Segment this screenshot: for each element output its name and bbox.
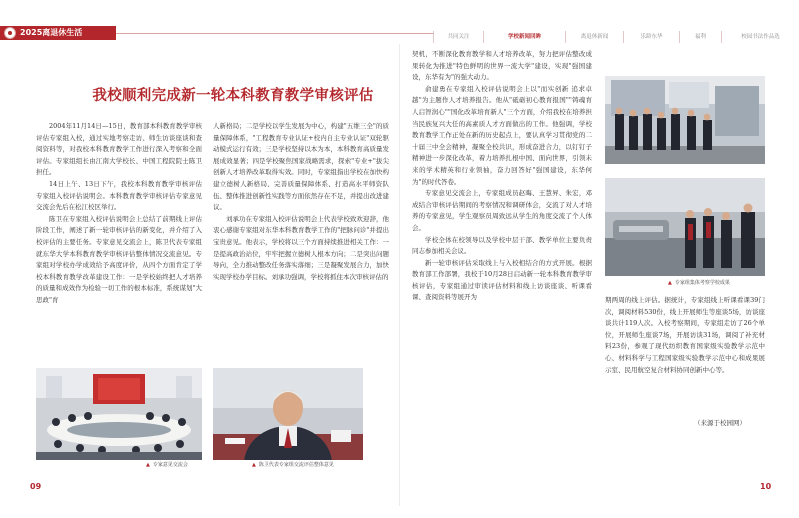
speaker-photo [213,368,363,460]
tab-common-focus[interactable]: 共同关注 [433,31,483,43]
article-source: （来源于校园网） [694,419,746,427]
paragraph: 14日上午、13日下午，我校本科教育教学审核评估专家组入校评估说明会。本科教育教学审核评估专家意见交流会先后在松江校区举行。 [36,179,202,212]
tab-welfare[interactable]: 福利 [679,31,721,43]
page-number-left: 09 [30,482,42,491]
article-column-2 [213,121,389,359]
magazine-brand-banner [0,26,116,40]
exhibit-group-photo [605,76,765,164]
caption-text: 陈卫代表专家组交流评估整体意见 [258,462,334,468]
tab-school-news[interactable]: 学校新闻回眸 [483,31,565,43]
tab-lelingdonghua[interactable]: 乐龄东华 [623,31,679,43]
meeting-room-photo [36,368,202,460]
caption-marker-icon: ▲ [668,280,672,286]
paragraph: 契机，不断深化教育教学和人才培养改革，努力把评估整改成果转化为推进"特色鲜明的世界一流大学"建设，实现"强国建设，东华有为"的强大动力。 [412,50,592,82]
page-number-right: 10 [760,482,772,491]
article-column-4 [605,295,765,403]
tab-retiree-news[interactable]: 离退休新闻 [565,31,623,43]
caption-text: 专家意见交流会 [152,462,188,468]
paragraph: 期两周的线上评估。据统计，专家组线上听课看课39门次，调阅材料530份，线上开展师生等座谈5场，访谈座谈共计119人次。入校考察期间，专家组走访了26个单位，开展师生座谈7场，开展访谈31场，调阅了补充材料23份，参观了现代纺织教育国家级实验教学示范中心、材料科学与工程国家级实验教学示范中心和成果展示室、民用航空复合材料协同创新中心等。 [605,296,765,374]
paragraph: 陈卫在专家组入校评估说明会上总结了前期线上评估阶段工作，阐述了新一轮审核评估的新变化，并介绍了入校评估的主要任务。专家意见交流会上，陈卫代表专家组就东华大学本科教育教学审核评估整体情况交流意见。专家组对学校办学成效给予高度评价，从四个方面肯定了学校本科教育教学改革建设工作：一是学校始终把人才培养的质量和成效作为检验一切工作的根本标准，系统谋划"大思政"育 [36,214,202,304]
paragraph: 人新格局；二是学校以学生发展为中心，构建"五维三全"的质量保障体系，"工程教育专业认证+校内自主专业认证"双轮驱动模式运行有效；三是学校坚持以本为本，本科教育高质量发展成效显著；四是学校聚焦国家战略需求，探索"专业+"拔尖创新人才培养改革取得实效。同时，专家组指出学校在加快构建立德树人新格局、完善质量保障体系、打造高水平师资队伍、整体推进创新性实践等方面依然存在不足，并提出改进建议。 [213,122,389,212]
caption-marker-icon: ▲ [146,462,150,468]
brand-label: 2025离退休生活 [20,28,83,37]
paragraph: 专家意见交流会上，专家组成员赵晦、王慧昇、朱宏，邓成结合审核评估期间的考察情况和调研体会，交流了对人才培养的专家意见，学生观察员周致远从学生的角度交流了个人体会。 [412,189,592,232]
photo-caption [252,461,334,469]
paragraph: 学校全体在校领导以及学校中层干部、教学单位主要负责同志参加相关会议。 [412,235,592,256]
article-title: 我校顺利完成新一轮本科教育教学审核评估 [92,87,374,104]
paragraph: 俞建勇在专家组入校评估说明会上以"而实创新 追求卓越"为主题作人才培养报告。他从"砥砺初心教育报国""铸魂育人启智润心""国化改革培育新人"三个方面，介绍我校在培养担当民族复兴大任的高素质人才方面做出的工作。他强调，学校教育教学工作正处在新的历史起点上，要认真学习贯彻党的二十届三中全会精神，凝聚全校共识，形成奋进合力，以钉钉子精神进一步深化改革，着力培养扎根中国、面向世界，引领未来的学术精英和行业领袖，奋力回答好"强国建设，东华何为"的时代答卷。 [412,84,592,186]
article-column-3 [412,49,592,476]
paragraph: 刘承功在专家组入校评估说明会上代表学校致欢迎辞，他衷心感谢专家组对东华本科教育教学工作的"把脉问诊"并提出宝贵意见。他表示，学校将以三个方面持续推进相关工作：一是提高政治站位，牢牢把握立德树人根本方向；二是突出问题导向，全力推动整改任务落实落细；三是凝聚发展合力，加快实现学校办学目标。刘承功强调，学校将抓住本次审核评估的 [213,214,389,281]
photo-caption [146,461,188,469]
caption-marker-icon: ▲ [252,462,256,468]
inspection-photo [605,178,765,276]
university-logo-icon [4,27,16,39]
tab-calligraphy[interactable]: 校园书法作品选 [721,31,799,43]
article-column-1 [36,121,202,359]
paragraph: 新一轮审核评估采取线上与入校相结合的方式开展。根据教育部工作部署，我校于10月28日启动新一轮本科教育教学审核评估，专家组通过审读评估材料和线上访谈座谈、听课看课、查阅资料等展开为 [412,258,592,302]
page-gutter [399,44,400,506]
caption-text: 专家组集体考察学校成果 [674,280,730,286]
photo-caption [668,279,730,287]
section-tabs [433,31,799,43]
magazine-header [0,0,799,40]
paragraph: 2004年11月14日—15日，教育部本科教育教学审核评估专家组入校，通过实地考察走访、师生访谈座谈和查阅资料等，对我校本科教育教学工作进行深入考察和全面评估。专家组组长由江南大学校长、中国工程院院士陈卫担任。 [36,122,202,177]
